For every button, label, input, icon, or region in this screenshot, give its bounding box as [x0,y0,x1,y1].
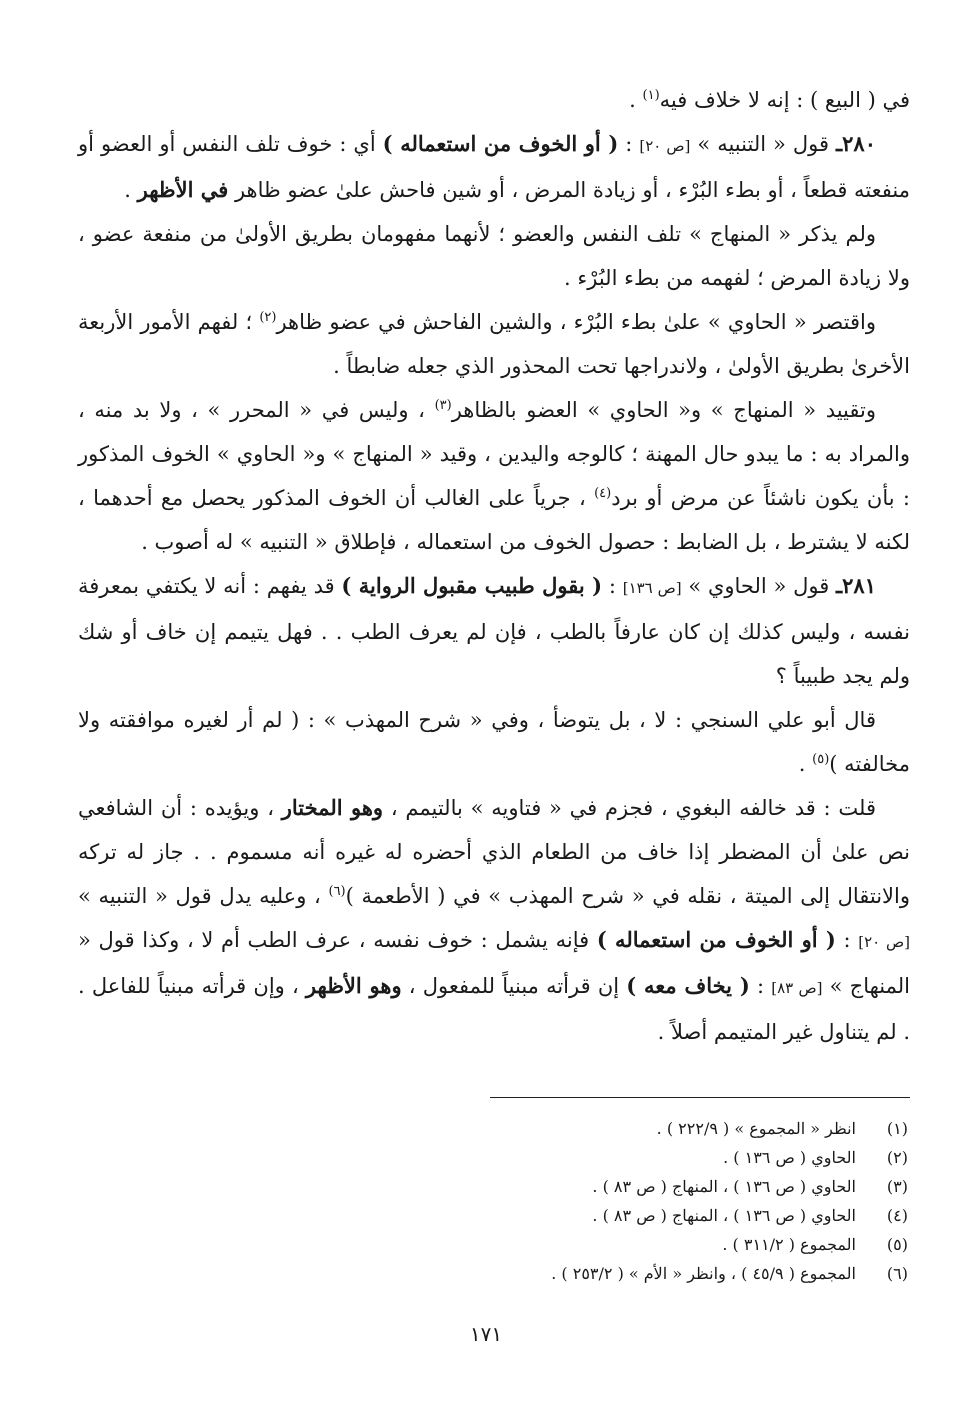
page-number: ١٧١ [469,1322,503,1346]
paragraph-280 [78,122,910,212]
footnote-number: (٢) [886,1148,908,1167]
footnote-marker[interactable]: (٥) [812,752,830,767]
footnote-item [300,1259,908,1288]
text-run: وتقييد « المنهاج » و« الحاوي » العضو بالظاهر [451,398,877,422]
emphasis-text: في الأظهر [137,177,229,202]
footnote-text: المجموع ( ٣١١/٢ ) . [722,1235,856,1254]
paragraph-7 [78,698,910,786]
text-run: قول « الحاوي » [681,574,836,598]
footnote-text: انظر « المجموع » ( ٢٢٢/٩ ) . [656,1119,856,1138]
text-run: قال أبو علي السنجي : لا ، بل يتوضأ ، وفي « شرح المهذب » : ( لم أر لغيره موافقته ولا مخالفته ) [78,708,910,776]
footnote-number: (١) [886,1119,908,1138]
quoted-text: ( أو الخوف من استعماله ) [382,131,619,156]
text-run: ، وإن قرأته مبنياً للفاعل . . لم يتناول غير المتيمم أصلاً . [78,974,910,1044]
footnote-text: الحاوي ( ص ١٣٦ ) ، المنهاج ( ص ٨٣ ) . [592,1206,856,1225]
footnote-marker[interactable]: (٣) [434,398,452,413]
footnote-item [300,1201,908,1230]
text-run: قول « التنبيه » [690,132,836,156]
footnote-separator [490,1097,910,1098]
text-run: فإنه يشمل : خوف نفسه ، عرف الطب أم لا ، وكذا قول « المنهاج » [78,928,910,998]
footnote-marker[interactable]: (٤) [594,486,612,501]
page-reference: [ص ٨٣] [771,979,823,997]
footnote-number: (٤) [886,1206,908,1225]
text-run: ، وعليه يدل قول « التنبيه » [78,884,329,908]
text-run: ، جرياً على الغالب أن الخوف المذكور يحصل مع أحدهما ، لكنه لا يشترط ، بل الضابط : حصول الخوف من استعماله ، فإطلاق « التنبيه » له أصوب . [78,486,910,554]
footnote-item [300,1114,908,1143]
text-run: في ( البيع ) : إنه لا خلاف فيه [659,88,910,112]
footnote-item [300,1172,908,1201]
text-run: . [629,88,643,112]
footnote-text: المجموع ( ٤٥/٩ ) ، وانظر « الأم » ( ٢٥٣/٢ ) . [551,1264,856,1283]
text-run: ، وليس في « المحرر » ، ولا بد منه ، والمراد به : ما يبدو حال المهنة ؛ كالوجه واليدين ، وقيد « المنهاج » و« الحاوي » الخوف المذكور : بأن يكون ناشئاً عن مرض أو برد [78,398,910,510]
text-run: : [835,928,859,952]
quoted-text: ( بقول طبيب مقبول الرواية ) [341,573,603,598]
footnote-number: (٥) [886,1235,908,1254]
page-reference: [ص ٢٠] [639,137,691,155]
footnote-item [300,1230,908,1259]
text-run: قد يفهم : أنه لا يكتفي بمعرفة نفسه ، وليس كذلك إن كان عارفاً بالطب ، فإن لم يعرف الطب . . فهل يتيمم إن خاف أو شك ولم يجد طبيباً ؟ [78,574,910,688]
quoted-text: ( يخاف معه ) [626,973,750,998]
text-run: أي : خوف تلف النفس أو العضو أو منفعته قطعاً ، أو بطء البُرْء ، أو زيادة المرض ، أو شين فاحش علىٰ عضو ظاهر [78,132,910,202]
text-run: : [602,574,623,598]
footnote-marker[interactable]: (٦) [328,884,346,899]
text-run: واقتصر « الحاوي » علىٰ بطء البُرْء ، والشين الفاحش في عضو ظاهر [276,310,876,334]
text-run: : [618,132,640,156]
footnotes [300,1114,908,1288]
page-reference: [ص ١٣٦] [622,579,682,597]
issue-number: ٢٨١ـ [836,573,876,598]
text-run: ، ويؤيده : أن الشافعي نص علىٰ أن المضطر إذا خاف من الطعام الذي أحضره له غيره أنه مسموم . . جاز له تركه والانتقال إلى الميتة ، نقله في « شرح المهذب » في ( الأطعمة ) [78,796,911,908]
footnote-number: (٦) [886,1264,908,1283]
issue-number: ٢٨٠ـ [835,131,876,156]
paragraph-281 [78,564,910,698]
text-run: : [749,974,772,998]
text-run: . [124,178,138,202]
footnote-marker[interactable]: (٢) [259,310,277,325]
footnote-text: الحاوي ( ص ١٣٦ ) . [723,1148,856,1167]
text-run: . [798,752,813,776]
footnote-text: الحاوي ( ص ١٣٦ ) ، المنهاج ( ص ٨٣ ) . [592,1177,856,1196]
paragraph-3: ولم يذكر « المنهاج » تلف النفس والعضو ؛ لأنهما مفهومان بطريق الأولىٰ من منفعة عضو ، ولا زيادة المرض ؛ لفهمه من بطء البُرْء . [78,222,910,290]
footnote-marker[interactable]: (١) [642,88,660,103]
main-text [78,78,910,1054]
page-reference: [ص ٢٠] [858,933,910,951]
quoted-text: ( أو الخوف من استعماله ) [596,927,836,952]
paragraph-1 [78,78,910,122]
text-run: ؛ لفهم الأمور الأربعة الأخرىٰ بطريق الأولىٰ ، ولاندراجها تحت المحذور الذي جعله ضابطاً . [78,310,910,378]
footnote-number: (٣) [886,1177,908,1196]
paragraph-4 [78,300,910,388]
text-run: قلت : قد خالفه البغوي ، فجزم في « فتاويه » بالتيمم ، [383,796,876,820]
paragraph-5 [78,388,910,564]
text-run: إن قرأته مبنياً للمفعول ، [401,974,627,998]
footnote-item [300,1143,908,1172]
emphasis-text: وهو الأظهر [305,973,402,998]
emphasis-text: وهو المختار [281,795,384,820]
paragraph-8 [78,786,910,1054]
